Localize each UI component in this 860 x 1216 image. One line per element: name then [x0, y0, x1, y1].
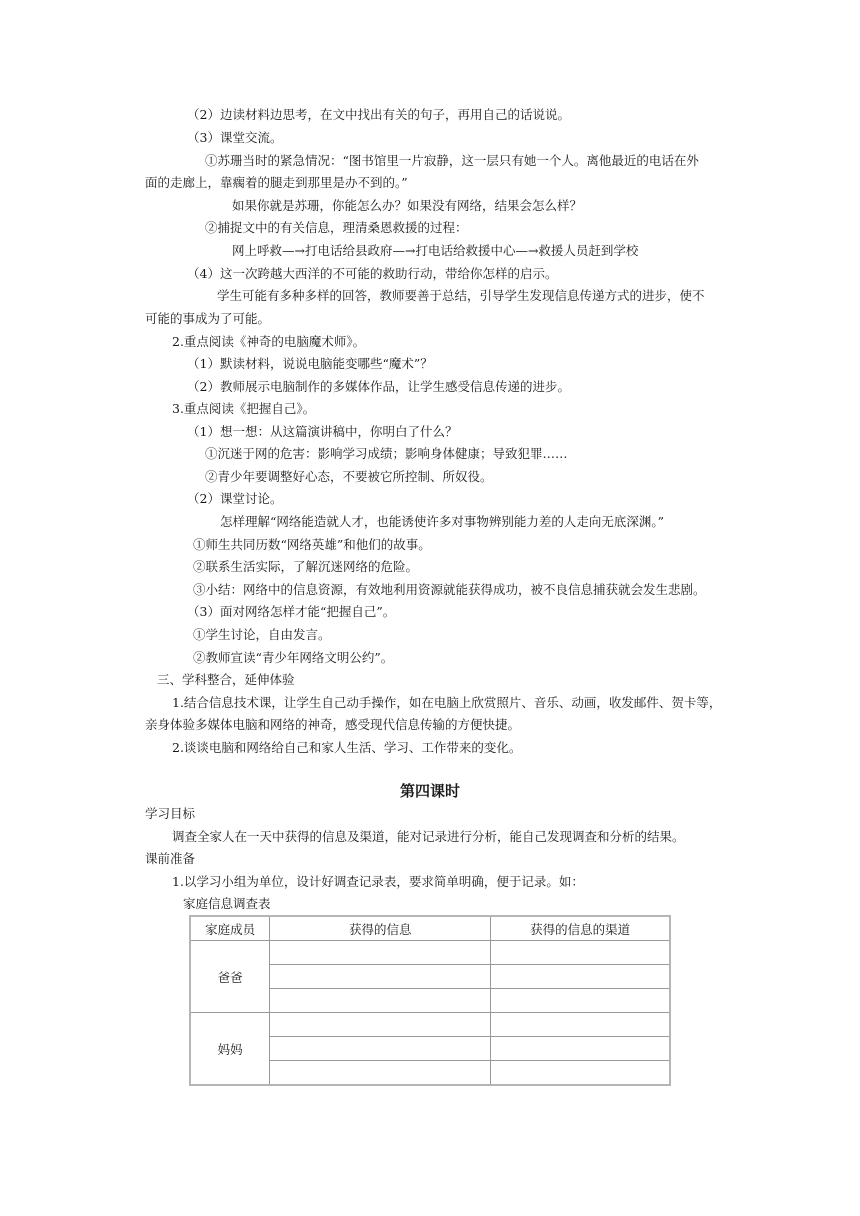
text-line: （2）课堂讨论。: [187, 491, 283, 506]
subheading-goals: 学习目标: [145, 806, 196, 821]
text-line: ①沉迷于网的危害：影响学习成绩；影响身体健康；导致犯罪……: [205, 446, 568, 461]
text-line: （3）课堂交流。: [187, 130, 283, 145]
text-line: ②青少年要调整好心态，不要被它所控制、所奴役。: [205, 469, 493, 484]
text-line: （4）这一次跨越大西洋的不可能的救助行动，带给你怎样的启示。: [187, 266, 558, 281]
table-cell: [270, 941, 491, 965]
table-cell: [270, 965, 491, 989]
table-cell: [491, 1061, 670, 1086]
text-line: 1.结合信息技术课，让学生自己动手操作，如在电脑上欣赏照片、音乐、动画，收发邮件、贺卡等，: [172, 695, 722, 710]
subheading-preparation: 课前准备: [145, 851, 196, 866]
text-line: 调查全家人在一天中获得的信息及渠道，能对记录进行分析，能自己发现调查和分析的结果。: [172, 829, 685, 844]
text-line: ①师生共同历数“网络英雄”和他们的故事。: [193, 537, 431, 552]
column-header: 获得的信息: [270, 916, 491, 941]
text-line: ②捕捉文中的有关信息，理清桑恩救援的过程：: [205, 220, 468, 235]
text-line: 可能的事成为了可能。: [145, 311, 271, 326]
text-line: 网上呼救—→打电话给县政府—→打电话给救援中心—→救援人员赶到学校: [232, 243, 639, 258]
text-line: ③小结：网络中的信息资源，有效地利用资源就能获得成功，被不良信息捕获就会发生悲剧。: [193, 582, 706, 597]
table-cell: [491, 965, 670, 989]
column-header: 获得的信息的渠道: [491, 916, 670, 941]
text-line: （1）想一想：从这篇演讲稿中，你明白了什么？: [187, 424, 458, 439]
table-caption: 家庭信息调查表: [183, 896, 271, 911]
column-header: 家庭成员: [190, 916, 270, 941]
table-cell: [491, 1037, 670, 1061]
text-line: 学生可能有多种多样的回答，教师要善于总结，引导学生发现信息传递方式的进步，使不: [217, 288, 705, 303]
member-cell: 妈妈: [190, 1013, 270, 1086]
text-line: ①苏珊当时的紧急情况：“图书馆里一片寂静，这一层只有她一个人。离他最近的电话在外: [205, 153, 699, 168]
table-cell: [270, 1061, 491, 1086]
table-row: [190, 941, 670, 965]
text-line: 亲身体验多媒体电脑和网络的神奇，感受现代信息传输的方便快捷。: [145, 717, 521, 732]
table-cell: [270, 1013, 491, 1037]
text-line: 如果你就是苏珊，你能怎么办？如果没有网络，结果会怎么样？: [232, 198, 583, 213]
member-cell: 爸爸: [190, 941, 270, 1013]
text-line: 怎样理解“网络能造就人才，也能诱使许多对事物辨别能力差的人走向无底深渊。”: [220, 514, 665, 529]
text-line: ②联系生活实际，了解沉迷网络的危险。: [193, 559, 419, 574]
table-cell: [270, 989, 491, 1013]
text-line: 2.谈谈电脑和网络给自己和家人生活、学习、工作带来的变化。: [172, 740, 522, 755]
text-line: ②教师宣读“青少年网络文明公约”。: [193, 650, 394, 665]
lesson-title: 第四课时: [399, 782, 460, 800]
table-cell: [491, 1013, 670, 1037]
text-line: 2.重点阅读《神奇的电脑魔术师》。: [172, 334, 366, 349]
text-line: （2）教师展示电脑制作的多媒体作品，让学生感受信息传递的进步。: [187, 379, 570, 394]
text-line: （1）默读材料，说说电脑能变哪些“魔术”？: [187, 356, 433, 371]
text-line: 3.重点阅读《把握自己》。: [172, 401, 316, 416]
text-line: （2）边读材料边思考，在文中找出有关的句子，再用自己的话说说。: [187, 107, 570, 122]
table-header-row: [190, 916, 670, 941]
table-cell: [491, 989, 670, 1013]
table-cell: [491, 941, 670, 965]
section-heading: 三、学科整合，延伸体验: [157, 672, 295, 687]
text-line: 1.以学习小组为单位，设计好调查记录表，要求简单明确，便于记录。如：: [172, 874, 584, 889]
text-line: 面的走廊上，靠瘸着的腿走到那里是办不到的。”: [145, 175, 408, 190]
table-cell: [270, 1037, 491, 1061]
family-info-survey-table: [189, 915, 671, 1086]
text-line: （3）面对网络怎样才能“把握自己”。: [187, 604, 396, 619]
table-row: [190, 1013, 670, 1037]
text-line: ①学生讨论，自由发言。: [193, 627, 331, 642]
